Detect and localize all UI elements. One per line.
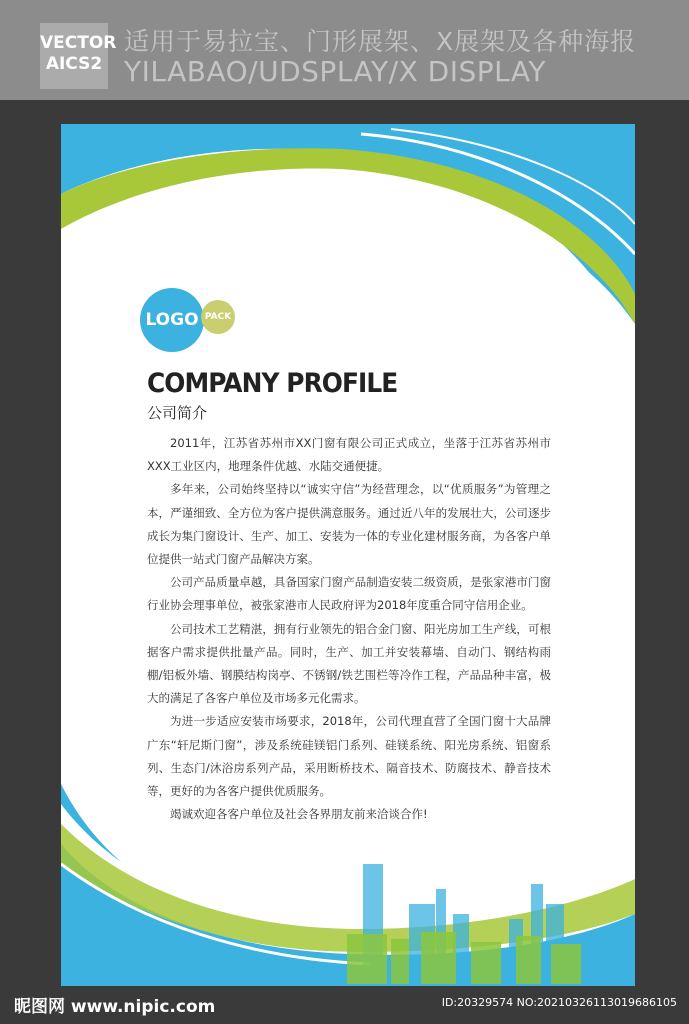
paragraph-5: 为进一步适应安装市场要求，2018年，公司代理直营了全国门窗十大品牌广东“轩尼斯门窗”，涉及系统硅镁铝门系列、硅镁系统、阳光房系统、铝窗系列、生态门/沐浴房系列产品，采用断桥技术、隔音技术、防腐技术、静音技术等，更好的为各客户提供优质服务。 (147, 714, 551, 799)
paragraph-2: 多年来，公司始终坚持以“诚实守信”为经营理念，以“优质服务”为管理之本，严谨细致、全方位为客户提供满意服务。通过近八年的发展壮大，公司逐步成长为集门窗设计、生产、加工、安装为一体的专业化建材服务商，为各客户单位提供一站式门窗产品解决方案。 (147, 482, 551, 567)
logo-circle: LOGO (140, 288, 204, 352)
paragraph-3: 公司产品质量卓越，具备国家门窗产品制造安装二级资质，是张家港市门窗行业协会理事单位，被张家港市人民政府评为2018年度重合同守信用企业。 (147, 575, 551, 613)
vector-badge (40, 23, 117, 89)
poster (61, 124, 635, 986)
header-title-en: YILABAO/UDSPLAY/X DISPLAY (124, 55, 546, 88)
paragraph-6: 竭诚欢迎各客户单位及社会各界朋友前来洽谈合作! (170, 807, 428, 822)
badge-line1: VECTOR (40, 33, 117, 53)
badge-line2: AICS2 (45, 54, 103, 74)
paragraph-1: 2011年，江苏省苏州市XX门窗有限公司正式成立，坐落于江苏省苏州市XXX工业区内，地理条件优越、水陆交通便捷。 (147, 436, 551, 474)
company-profile-subtitle: 公司简介 (147, 404, 208, 422)
image-id-text: ID:20329574 NO:20210326113019686105 (441, 996, 677, 1009)
watermark-text: 昵图网 www.nipic.com (14, 997, 216, 1017)
company-profile-title: COMPANY PROFILE (147, 368, 398, 399)
paragraph-4: 公司技术工艺精湛，拥有行业领先的铝合金门窗、阳光房加工生产线，可根据客户需求提供批量产品。同时，生产、加工并安装幕墙、自动门、钢结构雨棚/铝板外墙、钢膜结构岗亭、不锈钢/铁艺围栏等冷作工程，产品品种丰富，极大的满足了各客户单位及市场多元化需求。 (147, 621, 551, 706)
header-title-cn: 适用于易拉宝、门形展架、X展架及各种海报 (124, 27, 637, 56)
banner-header (0, 0, 689, 100)
logo-pack-circle: PACK (201, 300, 235, 334)
profile-body (147, 432, 551, 826)
